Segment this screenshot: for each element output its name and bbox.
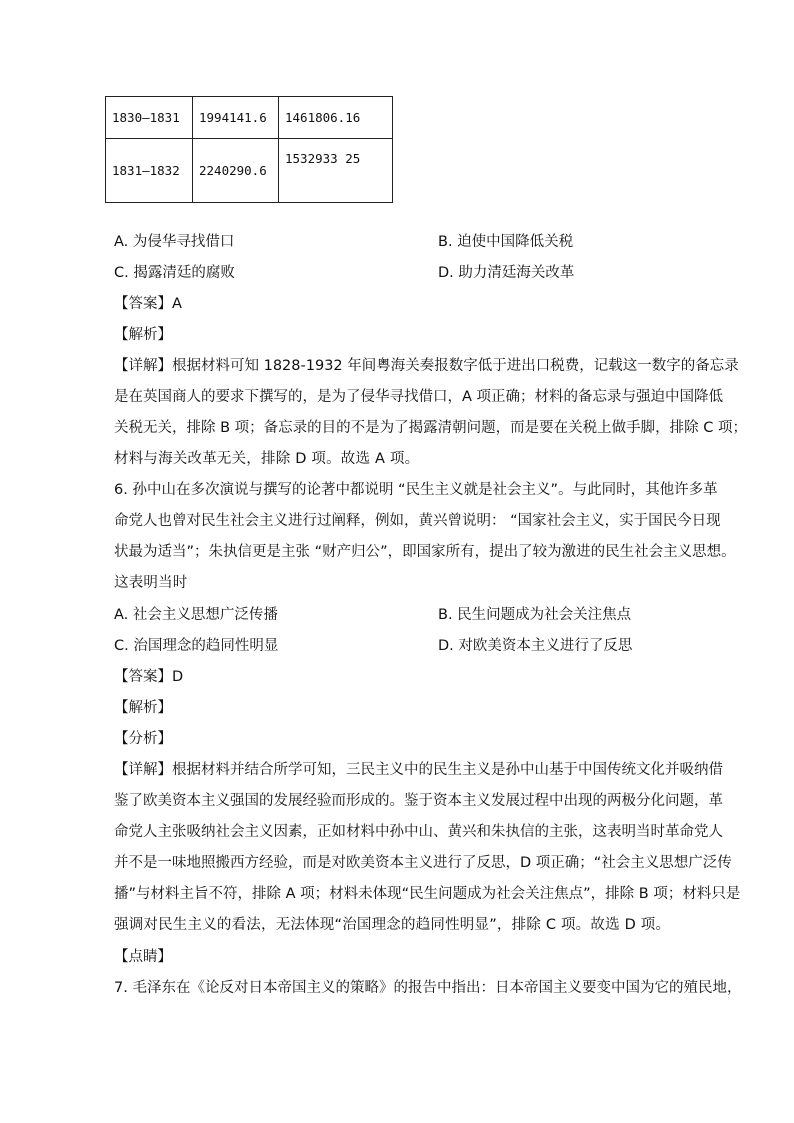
q6-stem-line: 命党人也曾对民生社会主义进行过阐释，例如，黄兴曾说明： “国家社会主义，实于国民今日现 — [114, 513, 721, 529]
table-row — [106, 97, 393, 139]
q5-detail-line: 材料与海关改革无关，排除 D 项。故选 A 项。 — [114, 451, 420, 467]
q6-detail-line: 鉴了欧美资本主义强国的发展经验而形成的。鉴于资本主义发展过程中出现的两极分化问题，革 — [114, 793, 723, 809]
table-cell: 2240290.6 — [193, 139, 279, 203]
table-row — [106, 139, 393, 203]
q5-detail-line: 【详解】根据材料可知 1828-1932 年间粤海关奏报数字低于进出口税费，记载这一数字的备忘录 — [114, 358, 739, 374]
q6-dianjing-label: 【点睛】 — [114, 949, 172, 965]
q5-analysis-label: 【解析】 — [114, 327, 172, 343]
table-cell: 1461806.16 — [279, 97, 393, 139]
q6-detail-line: 播”与材料主旨不符，排除 A 项；材料未体现“民生问题成为社会关注焦点”，排除 B 项；材料只是 — [114, 886, 741, 902]
q7-stem-line: 7. 毛泽东在《论反对日本帝国主义的策略》的报告中指出：日本帝国主义要变中国为它的殖民地， — [114, 980, 742, 996]
table-cell: 1831—1832 — [106, 139, 193, 203]
table-cell: 1532933 25 — [279, 139, 393, 203]
q6-fenxi-label: 【分析】 — [114, 731, 172, 747]
q6-option-b: B. 民生问题成为社会关注焦点 — [438, 607, 632, 623]
q5-option-b: B. 迫使中国降低关税 — [438, 234, 574, 250]
q5-option-d: D. 助力清廷海关改革 — [438, 265, 575, 281]
q5-option-a: A. 为侵华寻找借口 — [114, 234, 235, 250]
q5-option-c: C. 揭露清廷的腐败 — [114, 265, 235, 281]
table-cell: 1830—1831 — [106, 97, 193, 139]
q6-stem-line: 这表明当时 — [114, 575, 188, 591]
table-cell: 1994141.6 — [193, 97, 279, 139]
q6-detail-line: 命党人主张吸纳社会主义因素，正如材料中孙中山、黄兴和朱执信的主张，这表明当时革命党人 — [114, 824, 723, 840]
q6-stem-line: 状最为适当”；朱执信更是主张 “财产归公”，即国家所有，提出了较为激进的民生社会主义思想。 — [114, 544, 736, 560]
q6-answer: 【答案】D — [114, 669, 184, 685]
q5-detail-line: 是在英国商人的要求下撰写的，是为了侵华寻找借口，A 项正确；材料的备忘录与强迫中国降低 — [114, 389, 724, 405]
q6-detail-line: 【详解】根据材料并结合所学可知，三民主义中的民生主义是孙中山基于中国传统文化并吸纳借 — [114, 762, 723, 778]
q6-detail-line: 并不是一味地照搬西方经验，而是对欧美资本主义进行了反思，D 项正确；“社会主义思想广泛传 — [114, 855, 732, 871]
q6-option-c: C. 治国理念的趋同性明显 — [114, 638, 279, 654]
q6-stem-line: 6. 孙中山在多次演说与撰写的论著中都说明 “民生主义就是社会主义”。与此同时，其他许多革 — [114, 482, 718, 498]
data-table — [105, 96, 393, 203]
q6-analysis-label: 【解析】 — [114, 700, 172, 716]
q5-detail-line: 关税无关，排除 B 项；备忘录的目的不是为了揭露清朝问题，而是要在关税上做手脚，排除 C 项； — [114, 420, 748, 436]
q6-option-a: A. 社会主义思想广泛传播 — [114, 607, 278, 623]
q6-detail-line: 强调对民生主义的看法，无法体现“治国理念的趋同性明显”，排除 C 项。故选 D 项。 — [114, 917, 671, 933]
q5-answer: 【答案】A — [114, 296, 182, 312]
q6-option-d: D. 对欧美资本主义进行了反思 — [438, 638, 633, 654]
